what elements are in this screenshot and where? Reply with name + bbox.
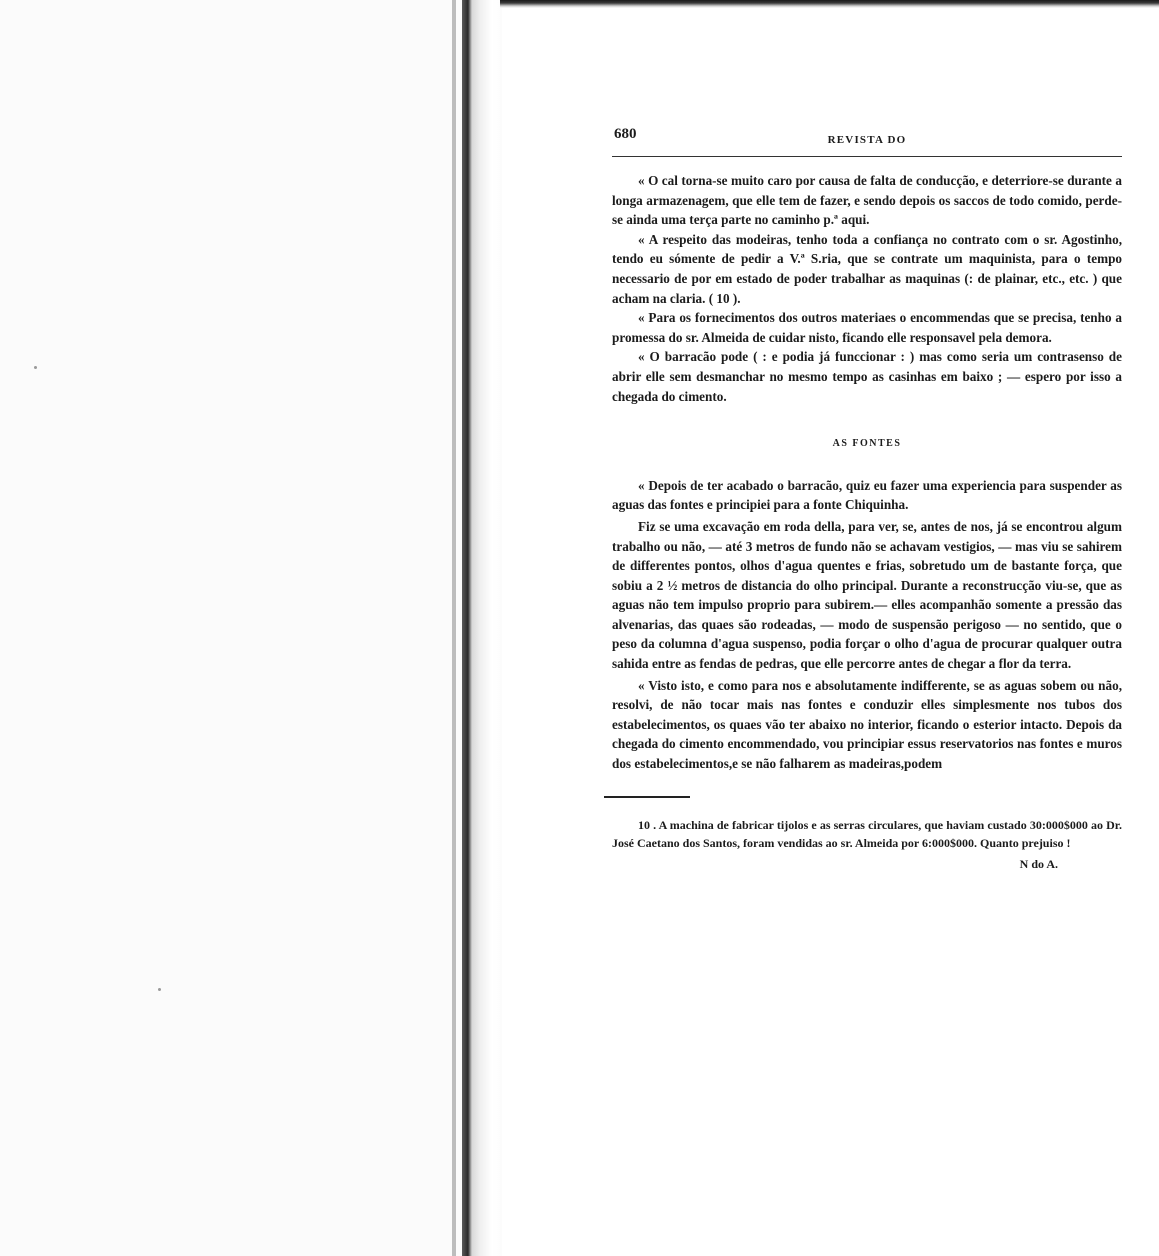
top-page-edge: [500, 0, 1159, 8]
body-text: [612, 171, 1122, 774]
footnote: [612, 816, 1122, 874]
paper-speck: [158, 988, 161, 991]
paper-speck: [34, 366, 37, 369]
book-gutter: [462, 0, 502, 1256]
paragraph: « O cal torna-se muito caro por causa de falta de conducção, e deterriore-se durante a longa armazenagem, que elle tem de fazer, e sendo depois os saccos de todo comido, perde-se ainda uma terça parte no caminho p.ª aqui.: [612, 173, 1122, 228]
footnote-text: 10 . A machina de fabricar tijolos e as serras circulares, que haviam custado 30:000$000 ao Dr. José Caetano dos Santos, foram vendidas ao sr. Almeida por 6:000$000. Quanto prejuiso !: [612, 817, 1122, 851]
running-title: REVISTA DO: [827, 134, 907, 146]
blank-left-page: [0, 0, 462, 1256]
paragraph: « Depois de ter acabado o barracão, quiz eu fazer uma experiencia para suspender as aguas das fontes e principiei para a fonte Chiquinha.: [612, 477, 1122, 513]
page-edge-shadow: [452, 0, 456, 1256]
text-page: [612, 122, 1122, 873]
section-title: AS FONTES: [832, 438, 902, 450]
paragraph: Fiz se uma excavação em roda della, para ver, se, antes de nos, já se encontrou algum trabalho ou não, — até 3 metros de fundo não se achavam vestigios, — mas viu se sahirem de differentes pontos, olhos d'agua quentes e frias, sobretudo um de bastante força, que sobiu a 2 ½ metros de distancia do olho principal. Durante a reconstrucção viu-se, que as aguas não tem impulso proprio para subirem.— elles acompanhão somente a pressão das alvenarias, das quaes são rodeadas, — modo de suspensão perigoso — no sentido, que o peso da columna d'agua suspenso, podia forçar o olho d'agua de procurar qualquer outra sahida entre as fendas de pedras, que elle percorre antes de chegar a flor da terra.: [612, 518, 1122, 672]
paragraph: « Para os fornecimentos dos outros materiaes o encommendas que se precisa, tenho a promessa do sr. Almeida de cuidar nisto, ficando elle responsavel pela demora.: [612, 310, 1122, 345]
running-head: [612, 122, 1122, 157]
paragraph: « O barracão pode ( : e podia já funccionar : ) mas como seria um contrasenso de abrir elle sem desmanchar no mesmo tempo as casinhas em baixo ; — espero por isso a chegada do cimento.: [612, 349, 1122, 404]
page-number: 680: [614, 126, 637, 142]
section-body: [612, 476, 1122, 774]
paragraph: « Visto isto, e como para nos e absolutamente indifferente, se as aguas sobem ou não, resolvi, de não tocar mais nas fontes e conduzir elles simplesmente nos tubos dos estabelecimentos, os quaes vão ter abaixo no interior, ficando o esterior intacto. Depois da chegada do cimento encommendado, vou principiar essus reservatorios nas fontes e muros dos estabelecimentos,e se não falharem as madeiras,podem: [612, 677, 1122, 772]
footnote-signature: N do A.: [1019, 856, 1058, 871]
paragraph: « A respeito das modeiras, tenho toda a confiança no contrato com o sr. Agostinho, tendo eu sómente de pedir a V.ª S.ria, que se contrate um maquinista, para o tempo necessario de por em estado de poder trabalhar as maquinas (: de plainar, etc., etc. ) que acham na claria. ( 10 ).: [612, 231, 1122, 306]
footnote-rule: [604, 796, 690, 798]
